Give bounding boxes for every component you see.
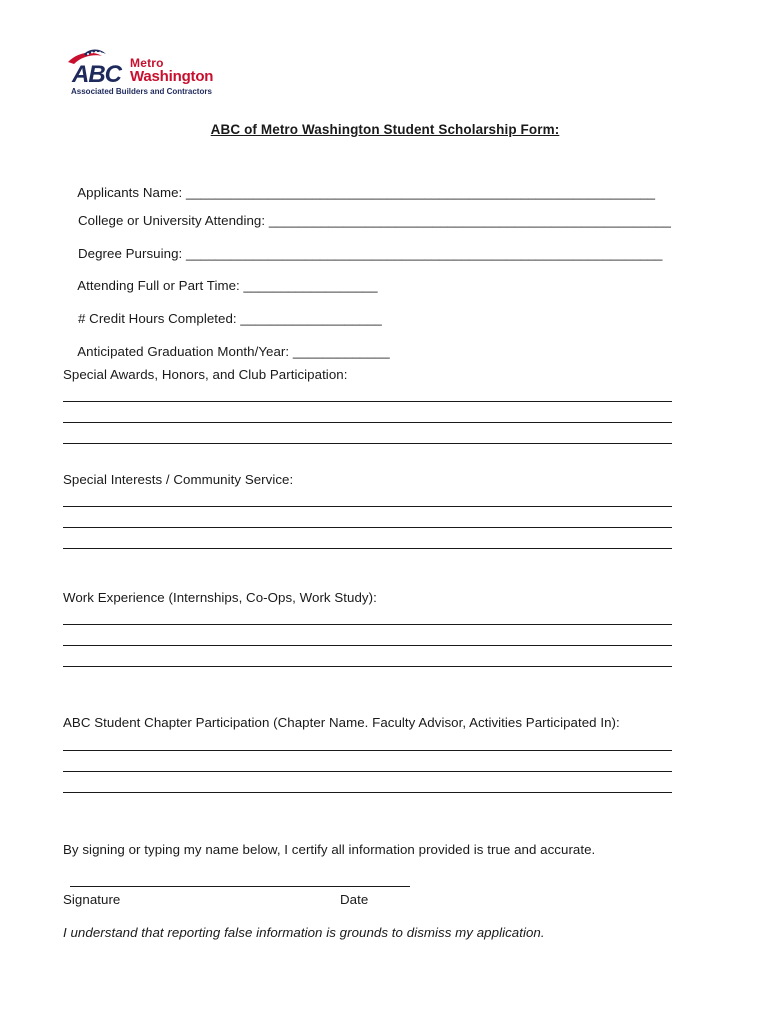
interests-answer-line[interactable]: [63, 548, 672, 549]
field-label: Anticipated Graduation Month/Year:: [77, 344, 290, 359]
disclaimer-text: I understand that reporting false information is grounds to dismiss my application.: [63, 925, 545, 940]
logo-washington-text: Washington: [130, 68, 214, 85]
field-label: College or University Attending:: [77, 213, 266, 228]
awards-answer-line[interactable]: [63, 401, 672, 402]
awards-answer-line[interactable]: [63, 422, 672, 423]
field-label: # Credit Hours Completed:: [77, 311, 237, 326]
abc-logo-mark-icon: [66, 48, 136, 88]
section-work-label: Work Experience (Internships, Co-Ops, Work Study):: [63, 590, 377, 605]
interests-answer-line[interactable]: [63, 506, 672, 507]
chapter-answer-line[interactable]: [63, 771, 672, 772]
signature-label: Signature: [63, 892, 121, 907]
chapter-answer-line[interactable]: [63, 792, 672, 793]
signature-line[interactable]: [70, 886, 310, 887]
field-blank[interactable]: _______________________________________________________________: [186, 185, 656, 200]
section-interests-label: Special Interests / Community Service:: [63, 472, 294, 487]
certification-statement: By signing or typing my name below, I certify all information provided is true and accurate.: [63, 842, 596, 857]
field-blank[interactable]: _____________: [292, 344, 390, 359]
field-label: Degree Pursuing:: [77, 246, 183, 261]
section-awards-label: Special Awards, Honors, and Club Participation:: [63, 367, 348, 382]
field-label: Applicants Name:: [77, 185, 183, 200]
logo-tagline: Associated Builders and Contractors: [71, 87, 212, 96]
field-blank[interactable]: ________________________________________________________________: [186, 246, 663, 261]
field-blank[interactable]: ______________________________________________________: [268, 213, 671, 228]
section-chapter-label: ABC Student Chapter Participation (Chapter Name. Faculty Advisor, Activities Participated In):: [63, 715, 620, 730]
date-label: Date: [340, 892, 369, 907]
field-blank[interactable]: __________________: [243, 278, 378, 293]
field-label: Attending Full or Part Time:: [77, 278, 240, 293]
awards-answer-line[interactable]: [63, 443, 672, 444]
work-answer-line[interactable]: [63, 624, 672, 625]
logo-abc-text: ABC: [72, 61, 121, 88]
date-line[interactable]: [310, 886, 410, 887]
interests-answer-line[interactable]: [63, 527, 672, 528]
form-title: ABC of Metro Washington Student Scholarship Form:: [210, 122, 560, 137]
abc-metro-washington-logo: [66, 48, 226, 100]
chapter-answer-line[interactable]: [63, 750, 672, 751]
logo-metro-text: Metro: [130, 56, 164, 70]
work-answer-line[interactable]: [63, 645, 672, 646]
work-answer-line[interactable]: [63, 666, 672, 667]
field-blank[interactable]: ___________________: [240, 311, 382, 326]
